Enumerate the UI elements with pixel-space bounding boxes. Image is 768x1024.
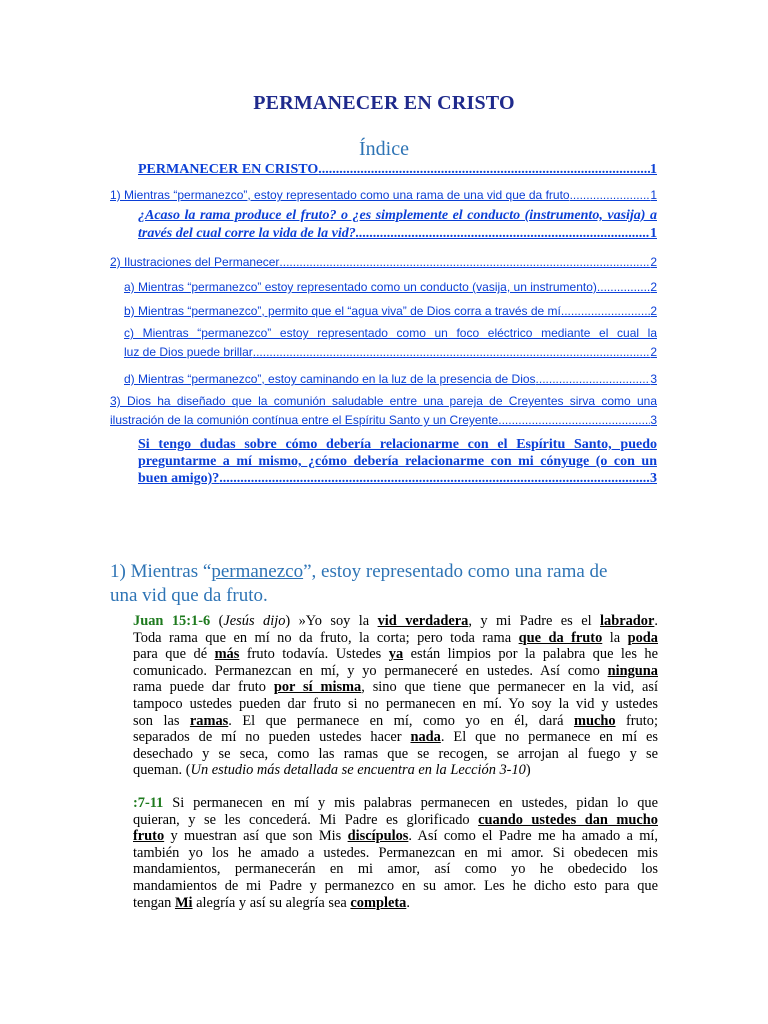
text-run: Mi: [174, 894, 193, 911]
text-run: ya: [388, 646, 404, 663]
toc-entry-2c[interactable]: [124, 324, 657, 362]
text-run: ninguna: [607, 662, 658, 679]
toc-page-number: 1: [650, 226, 657, 241]
toc-entry-1[interactable]: [110, 184, 657, 202]
text-run: . El que permanece en mí, como yo en él, dará: [228, 712, 574, 729]
text-line: [133, 613, 658, 630]
toc-entry-line2: [110, 411, 657, 430]
text-run: ”, estoy representado como una rama de: [303, 561, 608, 582]
text-run: Toda rama que en mí no da fruto, la corta; pero toda rama: [133, 629, 519, 646]
toc-entry-line2: [124, 343, 657, 362]
text-run: más: [214, 646, 240, 663]
toc-page-number: 2: [650, 280, 657, 294]
section-heading-underlined-word: permanezco: [211, 561, 304, 582]
toc-leader-dots: [253, 343, 651, 362]
toc-entry-2[interactable]: [110, 251, 657, 269]
toc-page-number: 2: [650, 304, 657, 318]
toc-entry-label-line1: ¿Acaso la rama produce el fruto? o ¿es simplemente el conducto (instrumento, vasija) a: [138, 208, 657, 223]
toc-entry-label-line2: preguntarme a mí mismo, ¿cómo debería relacionarme con mi cónyuge (o con un: [138, 454, 657, 469]
text-run: vid verdadera: [377, 613, 469, 629]
toc-page-number: 1: [650, 188, 657, 202]
text-run: . Así como el Padre me ha amado a mí,: [408, 828, 658, 845]
text-run: discípulos: [347, 828, 409, 845]
text-run: completa: [350, 894, 407, 911]
text-run: ): [525, 762, 531, 779]
toc-entry-line3: [138, 470, 657, 487]
text-run: , y mi Padre es el: [468, 613, 601, 629]
toc-entry-label: a) Mientras “permanezco” estoy representado como un conducto (vasija, un instrumento): [124, 280, 597, 294]
text-run: ramas: [189, 712, 229, 729]
toc-page-number: 1: [650, 162, 657, 177]
toc-entry-label-line1: Si tengo dudas sobre cómo debería relacionarme con el Espíritu Santo, puedo: [138, 437, 657, 452]
text-run: . El que no permanece en mí es: [440, 729, 658, 746]
document-title: PERMANECER EN CRISTO: [253, 92, 515, 114]
toc-page-number: 3: [650, 471, 657, 486]
section-heading-line1: [110, 560, 660, 584]
text-run: son las: [133, 712, 190, 729]
toc-leader-dots: [561, 304, 650, 318]
text-line: [133, 795, 658, 812]
text-run: nada: [410, 729, 441, 746]
toc-entry-3-sub[interactable]: [138, 436, 657, 487]
text-line: [133, 679, 658, 696]
toc-entry-label: b) Mientras “permanezco”, permito que el “agua viva” de Dios corra a través de mí: [124, 304, 561, 318]
toc-entry-label-line2: ilustración de la comunión contínua entre el Espíritu Santo y un Creyente: [110, 413, 499, 427]
text-run: tengan: [133, 894, 175, 911]
toc-leader-dots: [597, 280, 650, 294]
text-line: [133, 812, 658, 829]
toc-page-number: 2: [650, 255, 657, 269]
scripture-paragraph-2: [133, 795, 658, 911]
text-line: [133, 646, 658, 663]
toc-page-number: 2: [650, 345, 657, 359]
toc-leader-dots: [219, 470, 650, 487]
toc-leader-dots: [536, 372, 651, 386]
text-line: [133, 630, 658, 647]
text-line: mandamientos, permanecerán en mi amor, así como yo he obedecido los: [133, 861, 658, 878]
text-run: alegría y así su alegría sea: [192, 894, 351, 911]
text-run: rama puede dar fruto: [133, 679, 274, 696]
toc-leader-dots: [570, 188, 651, 202]
text-run: y muestran así que son Mis: [164, 828, 348, 845]
text-line: [133, 729, 658, 746]
text-line: [133, 762, 658, 779]
toc-entry-label-line3: buen amigo)?: [138, 471, 220, 486]
section-heading-line2: una vid que da fruto.: [110, 585, 268, 606]
toc-entry-label: PERMANECER EN CRISTO: [138, 162, 319, 177]
text-run: .: [654, 613, 658, 629]
text-run: fruto: [133, 828, 165, 845]
text-run: (: [210, 613, 224, 629]
text-run: para que dé: [133, 646, 215, 663]
scripture-reference: :7-11: [133, 795, 164, 811]
text-run: que da fruto: [518, 629, 603, 646]
section-heading-1: [110, 560, 660, 608]
toc-entry-label-line1: 3) Dios ha diseñado que la comunión saludable entre una pareja de Creyentes sirva como una: [110, 394, 657, 408]
text-run: fruto todavía. Ustedes: [239, 646, 389, 663]
toc-entry-label: 2) Ilustraciones del Permanecer: [110, 255, 280, 269]
toc-entry-2b[interactable]: [124, 300, 657, 318]
text-run: .: [406, 894, 410, 911]
toc-entry-line2: [138, 225, 657, 243]
text-run: 1) Mientras “: [110, 561, 212, 582]
text-run: fruto;: [615, 712, 658, 729]
toc-heading: Índice: [359, 138, 409, 160]
text-run: Jesús dijo: [223, 613, 286, 629]
toc-entry-label-line2: través del cual corre la vida de la vid?: [138, 226, 356, 241]
text-run: mucho: [573, 712, 616, 729]
text-run: Si permanecen en mí y mis palabras permanecen en ustedes, pidan lo que: [163, 795, 658, 811]
toc-page-number: 3: [650, 372, 657, 386]
toc-entry-2d[interactable]: [124, 368, 657, 386]
text-run: , sino que tiene que permanecer en la vid, así: [361, 679, 659, 696]
toc-entry-1-sub[interactable]: [138, 207, 657, 243]
toc-entry-title[interactable]: [138, 158, 657, 178]
text-run: están limpios por la palabra que les he: [403, 646, 658, 663]
text-run: la: [602, 629, 628, 646]
text-run: quieran, y se les concederá. Mi Padre es glorificado: [133, 811, 479, 828]
toc-leader-dots: [498, 411, 650, 430]
text-run: comunicado. Permanezcan en mí, y yo permaneceré en ustedes. Así como: [133, 662, 608, 679]
text-line: tampoco ustedes pueden dar fruto si no permanecen en mí. Yo soy la vid y ustedes: [133, 695, 658, 712]
toc-page-number: 3: [650, 413, 657, 427]
toc-entry-label: 1) Mientras “permanezco”, estoy representado como una rama de una vid que da fruto: [110, 188, 570, 202]
text-line: [133, 713, 658, 730]
toc-entry-2a[interactable]: [124, 276, 657, 294]
text-line: desechado y se seca, como las ramas que se recogen, se arrojan al fuego y se: [133, 745, 658, 762]
text-line: [133, 895, 658, 912]
toc-entry-label: d) Mientras “permanezco”, estoy caminando en la luz de la presencia de Dios: [124, 372, 536, 386]
table-of-contents: [110, 158, 657, 487]
text-run: queman. (: [133, 762, 191, 779]
toc-leader-dots: [356, 225, 650, 243]
text-run: poda: [627, 629, 658, 646]
text-line: [133, 828, 658, 845]
text-line: también yo los he amado a ustedes. Permanezcan en mi amor. Si obedecen mis: [133, 844, 658, 861]
toc-entry-3[interactable]: [110, 392, 657, 430]
text-run: labrador: [600, 613, 655, 629]
text-run: ) »Yo soy la: [285, 613, 378, 629]
scripture-paragraph-1: [133, 613, 658, 779]
toc-entry-label-line1: c) Mientras “permanezco” estoy representado como un foco eléctrico mediante el cual la: [124, 326, 657, 340]
toc-leader-dots: [318, 162, 650, 178]
text-run: separados de mí no pueden ustedes hacer: [133, 729, 411, 746]
text-run: Un estudio más detallada se encuentra en la Lección 3-10: [190, 762, 526, 779]
scripture-reference: Juan 15:1-6: [133, 613, 211, 629]
text-line: mandamientos de mi Padre y permanezco en su amor. Les he dicho esto para que: [133, 877, 658, 894]
text-run: por sí misma: [273, 679, 362, 696]
text-run: cuando ustedes dan mucho: [478, 811, 659, 828]
toc-leader-dots: [279, 255, 650, 269]
toc-entry-label-line2: luz de Dios puede brillar: [124, 345, 253, 359]
text-line: [133, 663, 658, 680]
